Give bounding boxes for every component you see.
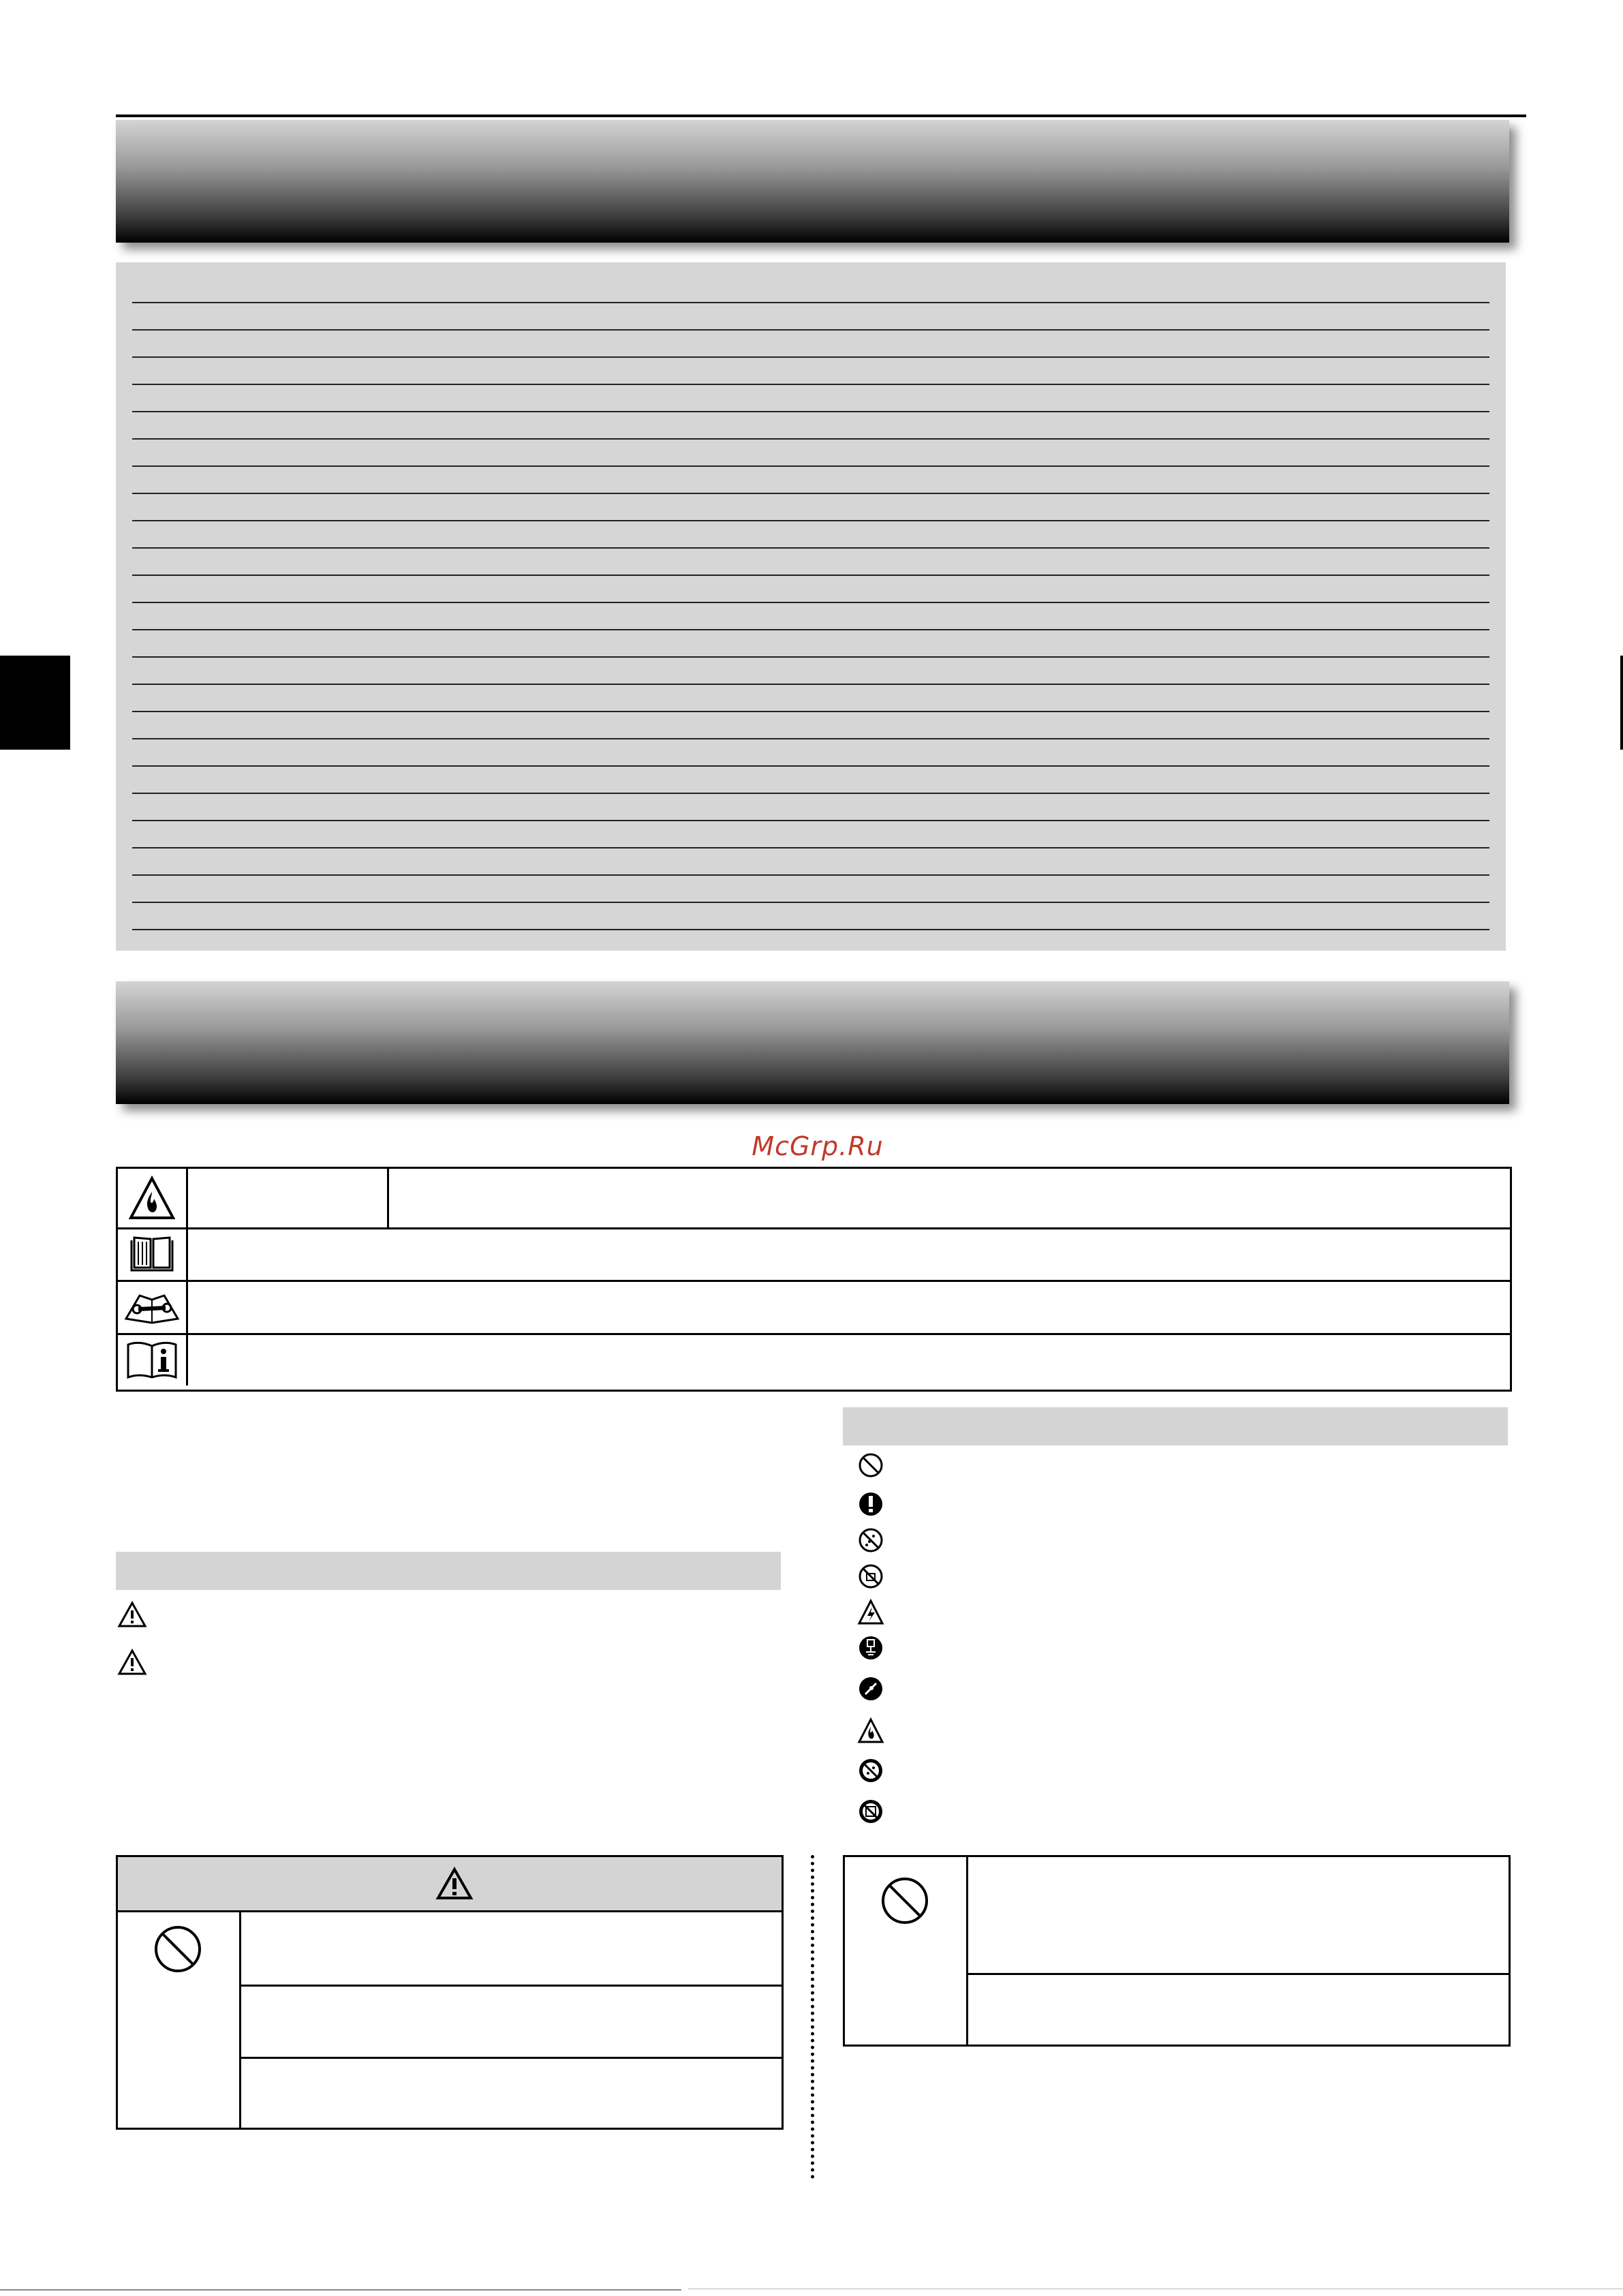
symbols-subcell	[188, 1169, 389, 1227]
contents-rule-line	[132, 356, 1489, 358]
prohibited-icon	[857, 1452, 884, 1479]
contents-rule-line	[132, 384, 1489, 385]
marks-list-item	[857, 1675, 884, 1702]
prohibition-row-divider	[968, 1973, 1509, 1975]
symbol-cell	[118, 1169, 188, 1227]
mandatory-icon	[857, 1490, 884, 1518]
contents-rule-line	[132, 684, 1489, 685]
symbols-row-manual	[118, 1227, 1510, 1282]
contents-rule-line	[132, 847, 1489, 848]
warning-row-divider	[241, 2057, 782, 2059]
marks-list-item	[857, 1757, 884, 1784]
contents-panel	[116, 262, 1506, 951]
disconnect-icon	[857, 1675, 884, 1702]
prohibited-icon	[880, 1876, 929, 1925]
symbols-row-flammable	[118, 1169, 1510, 1229]
marks-list-item	[857, 1599, 884, 1626]
marks-list-item	[857, 1527, 884, 1554]
contents-rule-line	[132, 465, 1489, 467]
symbol-cell	[118, 1227, 188, 1280]
no-water-icon	[857, 1527, 884, 1554]
electric-shock-icon	[857, 1599, 884, 1626]
contents-rule-line	[132, 765, 1489, 767]
contents-rule-line	[132, 575, 1489, 576]
contents-rule-line	[132, 874, 1489, 876]
prohibition-symbol-column	[845, 1857, 968, 2045]
flammable-warning-icon	[128, 1176, 176, 1221]
symbols-row-service	[118, 1280, 1510, 1335]
contents-rule-line	[132, 520, 1489, 521]
column-separator	[811, 1855, 814, 2179]
contents-rule-line	[132, 820, 1489, 821]
contents-rule-line	[132, 902, 1489, 903]
contents-rule-line	[132, 738, 1489, 739]
language-side-tab	[0, 656, 70, 750]
symbol-cell	[118, 1333, 188, 1386]
warning-header-icon	[435, 1867, 474, 1901]
watermark: McGrp.Ru	[752, 1131, 884, 1161]
warning-levels-header	[116, 1552, 781, 1590]
contents-rule-line	[132, 656, 1489, 658]
earth-connect-icon	[857, 1634, 884, 1662]
warning-symbol-column	[118, 1912, 241, 2128]
manual-book-icon	[127, 1234, 176, 1274]
contents-rule-line	[132, 629, 1489, 630]
section-banner-safety	[116, 981, 1509, 1104]
contents-rule-line	[132, 711, 1489, 712]
marks-list-item	[857, 1634, 884, 1662]
contents-rule-line	[132, 602, 1489, 603]
bottom-rule	[0, 2289, 681, 2291]
contents-rule-line	[132, 302, 1489, 303]
prohibition-box	[843, 1855, 1511, 2047]
no-wet-hands-icon	[857, 1563, 884, 1590]
contents-rule-line	[132, 329, 1489, 331]
marks-list-item	[857, 1798, 884, 1825]
marks-list-item	[857, 1490, 884, 1518]
symbol-cell	[118, 1280, 188, 1333]
warning-box-header	[118, 1857, 782, 1912]
warning-box	[116, 1855, 784, 2130]
marks-list-item	[857, 1452, 884, 1479]
contents-rule-line	[132, 929, 1489, 930]
no-cover-icon	[857, 1798, 884, 1825]
section-banner-contents	[116, 120, 1509, 243]
top-rule	[116, 114, 1526, 117]
prohibited-icon	[153, 1925, 202, 1974]
caution-triangle-icon	[117, 1649, 147, 1676]
warning-triangle-icon	[117, 1601, 147, 1628]
contents-rule-line	[132, 438, 1489, 440]
contents-rule-line	[132, 793, 1489, 794]
fire-hazard-icon	[857, 1717, 884, 1745]
info-book-icon	[125, 1339, 179, 1380]
contents-rule-line	[132, 411, 1489, 412]
contents-rule-line	[132, 547, 1489, 549]
marks-header	[843, 1407, 1508, 1445]
marks-list-item	[857, 1717, 884, 1745]
symbols-row-info	[118, 1333, 1510, 1386]
marks-list-item	[857, 1563, 884, 1590]
warning-row-divider	[241, 1985, 782, 1987]
service-manual-icon	[123, 1287, 181, 1326]
contents-rule-line	[132, 493, 1489, 494]
symbols-table	[116, 1167, 1512, 1392]
side-tick-mark	[1620, 656, 1623, 750]
no-spray-icon	[857, 1757, 884, 1784]
